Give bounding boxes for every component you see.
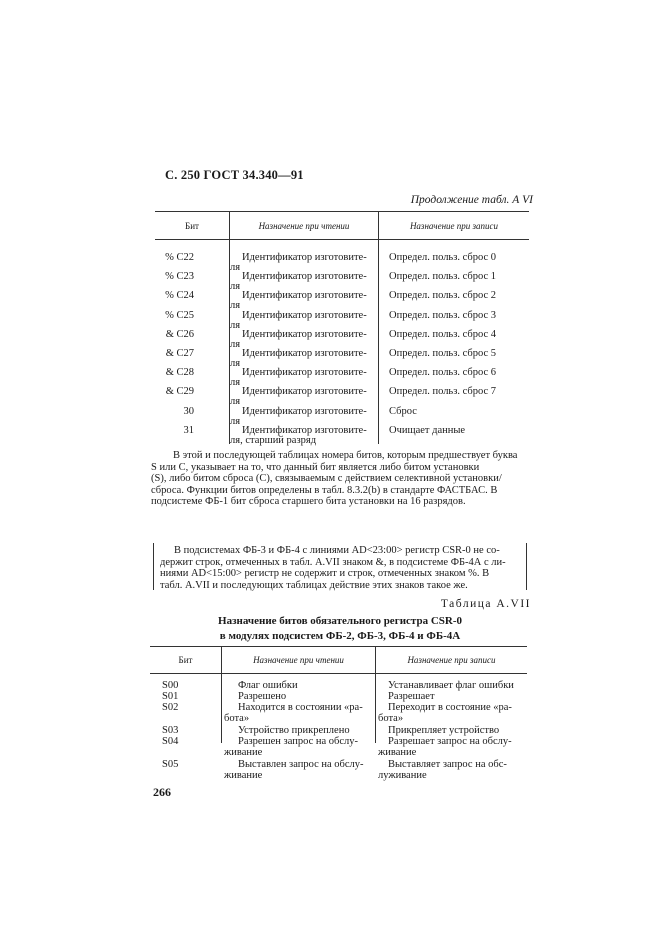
table-a7-read-cont: бота» [224,713,250,724]
table-a7-bit: S00 [162,680,179,691]
page-header: С. 250 ГОСТ 34.340—91 [165,168,304,182]
table-a7-write: Разрешает запрос на обслу- [388,736,512,747]
table-a7-write: Разрешает [388,691,435,702]
table-a7-read-cont: живание [224,747,263,758]
paragraph-line: держит строк, отмеченных в табл. A.VII знаком &, в подсистеме ФБ-4А с ли- [160,556,506,568]
table-a6-bit: & C27 [165,348,194,359]
table-a6-read-cont: ля [230,300,241,312]
paragraph-line: В этой и последующей таблицах номера битов, которым предшествует буква [173,450,518,461]
table-a6-header-write: Назначение при записи [409,221,499,231]
page-number: 266 [153,785,171,799]
table-a7-read-cont: живание [224,770,263,781]
table-a6-col-divider-2 [378,211,379,444]
table-a6-write: Очищает данные [389,424,466,436]
table-a6-bit: % C25 [165,309,194,321]
table-a6-read-cont: ля [230,319,241,331]
table-a7-caption-line2: в модулях подсистем ФБ-2, ФБ-3, ФБ-4 и ФБ-4А [219,630,461,642]
paragraph-line: (S), либо битом сброса (С), связываемым с действием селективной установки/ [151,473,502,484]
table-a6-read: Идентификатор изготовите- [242,348,367,359]
table-a6-read-cont: ля [230,338,241,350]
table-a6-read-cont: ля [230,415,241,427]
table-a6-read: Идентификатор изготовите- [242,271,367,283]
table-a6-write: Определ. польз. сброс 7 [389,386,497,398]
paragraph-line: подсистеме ФБ-1 бит сброса старшего бита установки на 16 разрядов. [151,496,466,507]
table-a6-write: Определ. польз. сброс 4 [389,328,497,340]
table-a6-read: Идентификатор изготовите- [242,309,367,321]
table-a6-write: Определ. польз. сброс 0 [389,252,497,263]
table-a7-header-rule [150,673,527,674]
table-a7-number: Таблица А.VII [440,598,531,610]
table-a7-write: Устанавливает флаг ошибки [388,680,514,691]
table-a6-bit: % C24 [165,290,194,302]
table-a6-read: Идентификатор изготовите- [242,386,367,398]
table-a7-write-cont: луживание [378,770,427,781]
table-a6-read-cont: ля [230,281,241,293]
table-a7-top-rule [150,646,527,647]
table-a7-caption-line1: Назначение битов обязательного регистра CSR-0 [218,615,462,627]
table-a7-write: Прикрепляет устройство [388,725,500,736]
table-a7-bit: S03 [162,725,179,736]
table-a6-bit: % C22 [165,252,194,263]
table-a7-header-write: Назначение при записи [407,655,496,665]
paragraph-line: табл. A.VII и последующих таблицах действие этих знаков такое же. [160,579,468,591]
table-a6-write: Сброс [389,405,417,417]
table-a6-read: Идентификатор изготовите- [242,405,367,417]
table-a7-bit: S04 [162,736,179,747]
table-a7-write: Переходит в состояние «ра- [388,702,512,713]
table-a6-bit: & C28 [165,367,194,379]
table-a7-bit: S02 [162,702,179,713]
table-a6-read: Идентификатор изготовите- [242,290,367,302]
paragraph-line: сброса. Функции битов определены в табл. 8.3.2(b) в стандарте ФАСТБАС. В [151,484,498,496]
table-a6-write: Определ. польз. сброс 1 [389,271,497,283]
table-a6-bit: 31 [183,424,194,436]
table-a6-read: Идентификатор изготовите- [242,367,367,379]
table-a6-write: Определ. польз. сброс 2 [389,290,497,302]
table-a7-read: Устройство прикреплено [238,725,350,736]
paragraph-line: В подсистемах ФБ-3 и ФБ-4 с линиями AD<23:00> регистр CSR-0 не со- [174,545,500,556]
paragraph-subsystems-note [160,545,520,591]
table-a6-header-read: Назначение при чтении [258,221,350,231]
table-a7-bit: S05 [162,759,179,770]
table-a7-header-read: Назначение при чтении [253,655,344,665]
table-a6-read-cont: ля, старший разряд [230,434,317,446]
table-a6-write: Определ. польз. сброс 3 [389,309,497,321]
table-a7-read: Разрешено [238,691,287,702]
table-a6-read-cont: ля [230,396,241,408]
table-a7-read: Выставлен запрос на обслу- [238,759,364,770]
paragraph-bit-notation [151,450,529,508]
table-a6-bit: & C29 [165,386,194,398]
table-a7-write: Выставляет запрос на обс- [388,759,507,770]
table-a6-read-cont: ля [230,358,241,369]
table-a6-read: Идентификатор изготовите- [242,328,367,340]
table-a6-bit: 30 [183,405,194,417]
paragraph-line: S или С, указывает на то, что данный бит является либо битом установки [151,461,480,473]
table-a7-write-cont: живание [378,747,417,758]
table-a6-read-cont: ля [230,262,241,273]
table-a6-write: Определ. польз. сброс 6 [389,367,497,379]
table-a6-read-cont: ля [230,377,241,389]
table-a6-read: Идентификатор изготовите- [242,252,367,263]
table-a6-header-rule [155,239,529,240]
table-a6-header-bit: Бит [185,221,199,231]
table-a6-bit: & C26 [165,328,194,340]
table-a7-header-bit: Бит [178,655,193,665]
table-a6-top-rule [155,211,529,212]
table-continuation-label: Продолжение табл. А VI [410,194,533,206]
table-a7-write-cont: бота» [378,713,404,724]
table-a6-write: Определ. польз. сброс 5 [389,348,497,359]
table-a7-bit: S01 [162,691,179,702]
table-a6-read: Идентификатор изготовите- [242,424,367,436]
table-a7-read: Флаг ошибки [238,680,298,691]
table-a6-bit: % C23 [165,271,194,283]
table-a7-read: Разрешен запрос на обслу- [238,736,359,747]
paragraph-line: ниями AD<15:00> регистр не содержит и строк, отмеченных знаком %. В [160,568,490,579]
table-a7-read: Находится в состоянии «ра- [238,702,363,713]
